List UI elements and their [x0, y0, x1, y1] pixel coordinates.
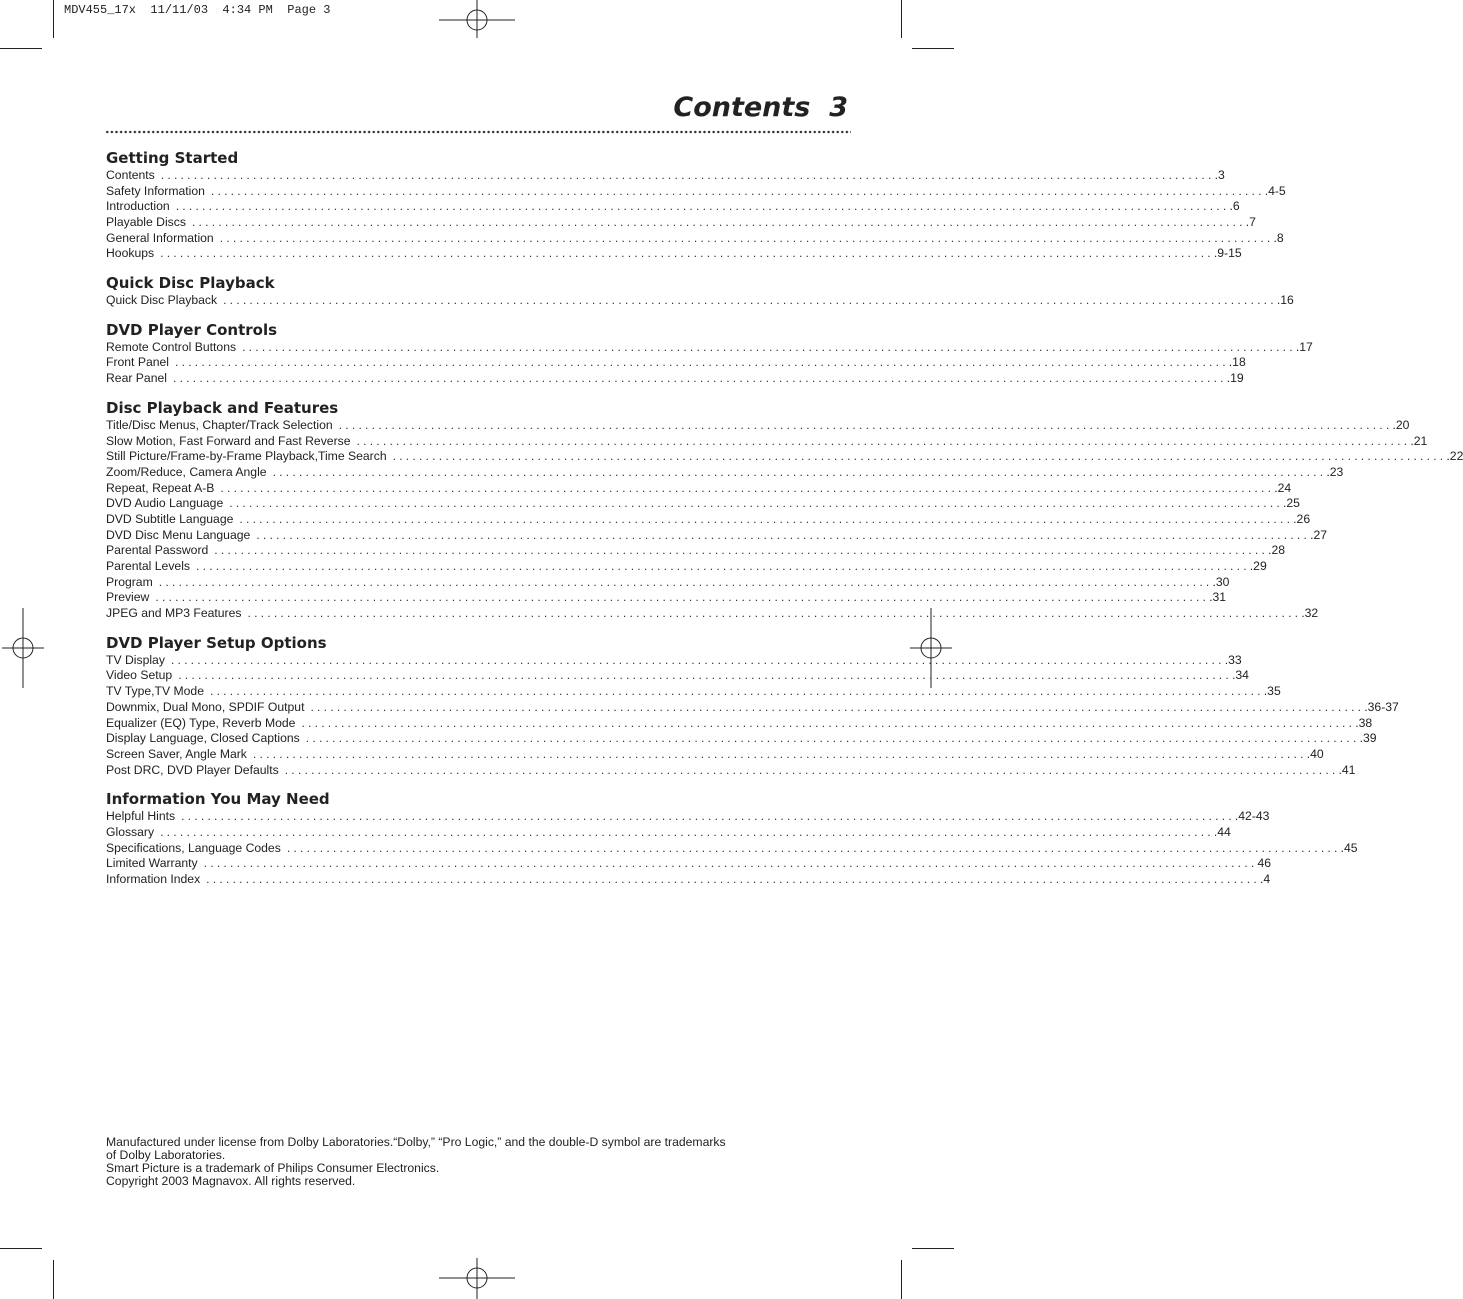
entry-title: Slow Motion, Fast Forward and Fast Reverse: [106, 433, 351, 448]
toc-entry: [106, 355, 1246, 372]
toc-entry: [106, 809, 1270, 825]
entry-title: Quick Disc Playback: [106, 293, 218, 308]
entry-page-number: .33: [1224, 652, 1242, 667]
page-title: Contents: [673, 92, 811, 123]
entry-title: Rear Panel: [106, 371, 167, 386]
toc-entry: [106, 652, 1242, 669]
entry-title: Preview: [106, 590, 150, 605]
section-title: Getting Started: [106, 149, 239, 167]
dot-leader: ................................................................................................................................................................: [178, 668, 1232, 683]
toc-entry: [106, 543, 1286, 559]
section-title: Information You May Need: [106, 790, 330, 809]
toc-entry: [106, 606, 1319, 622]
footer-line: Manufactured under license from Dolby Laboratories.“Dolby,” “Pro Logic,” and the double-D symbol are trademarks of Dolby Laboratories.: [106, 1135, 726, 1162]
dot-leader: ................................................................................................................................................................: [175, 355, 1229, 370]
entry-page-number: .22: [1446, 449, 1463, 464]
entry-page-number: .39: [1359, 731, 1377, 746]
entry-page-number: .9-15: [1213, 246, 1242, 261]
toc-entry: [106, 215, 1256, 231]
entry-title: Contents: [106, 167, 155, 182]
entry-page-number: .27: [1310, 527, 1328, 542]
toc-section: [106, 398, 1463, 622]
toc-entry: [106, 449, 1463, 465]
dot-leader: ................................................................................................................................................................: [214, 543, 1269, 558]
toc-entry: [106, 371, 1244, 387]
dot-leader: ................................................................................................................................................................: [203, 856, 1258, 871]
legal-footer: [106, 1136, 726, 1188]
toc-entry: [106, 183, 1286, 200]
dot-leader: ................................................................................................................................................................: [175, 199, 1230, 214]
footer-line: Copyright 2003 Magnavox. All rights reserved.: [106, 1174, 356, 1188]
dotted-rule: [105, 130, 851, 134]
dot-leader: ................................................................................................................................................................: [286, 840, 1341, 855]
dot-leader: ................................................................................................................................................................: [160, 246, 1214, 261]
entry-title: Video Setup: [106, 668, 173, 683]
crop-mark: [53, 1260, 54, 1299]
entry-title: Introduction: [106, 199, 170, 214]
entry-page-number: .4-5: [1264, 183, 1286, 198]
dot-leader: ................................................................................................................................................................: [272, 464, 1327, 479]
toc-entry: [106, 417, 1410, 434]
toc-entry: [106, 464, 1344, 481]
entry-page-number: .28: [1268, 543, 1286, 558]
footer-line: Smart Picture is a trademark of Philips Consumer Electronics.: [106, 1161, 440, 1175]
crop-mark: [912, 1248, 954, 1249]
dot-leader: ................................................................................................................................................................: [155, 590, 1210, 605]
dot-leader: ................................................................................................................................................................: [392, 449, 1447, 464]
toc-entry: [106, 715, 1373, 732]
toc-entry: [106, 433, 1428, 450]
entry-page-number: .25: [1283, 496, 1300, 511]
entry-page-number: 46: [1257, 856, 1271, 871]
crop-mark: [53, 0, 54, 38]
entry-title: TV Type,TV Mode: [106, 684, 204, 699]
entry-title: Post DRC, DVD Player Defaults: [106, 762, 279, 777]
entry-title: Repeat, Repeat A-B: [106, 480, 215, 495]
toc-entry: [106, 574, 1230, 591]
toc-section: [106, 149, 1286, 262]
entry-page-number: .42-43: [1234, 809, 1270, 824]
toc-entry: [106, 559, 1267, 575]
entry-title: Hookups: [106, 246, 155, 261]
entry-page-number: .44: [1213, 824, 1231, 839]
entry-page-number: .19: [1226, 371, 1244, 386]
entry-page-number: .7: [1245, 215, 1256, 230]
dot-leader: ................................................................................................................................................................: [160, 824, 1214, 839]
toc-entry: [106, 246, 1242, 262]
entry-title: Parental Levels: [106, 559, 191, 574]
dot-leader: ................................................................................................................................................................: [356, 433, 1411, 448]
entry-title: Information Index: [106, 872, 201, 887]
entry-page-number: .23: [1326, 464, 1344, 479]
entry-title: Screen Saver, Angle Mark: [106, 746, 247, 761]
registration-mark: [2, 608, 44, 688]
entry-title: TV Display: [106, 652, 165, 667]
section-title: DVD Player Controls: [106, 320, 278, 339]
registration-mark: [437, 0, 517, 40]
crop-mark: [0, 1248, 42, 1249]
dot-leader: ................................................................................................................................................................: [252, 746, 1307, 761]
entry-title: DVD Disc Menu Language: [106, 527, 251, 542]
toc-entry: [106, 496, 1300, 512]
table-of-contents: [106, 149, 1463, 900]
dot-leader: ................................................................................................................................................................: [284, 762, 1339, 777]
dot-leader: ................................................................................................................................................................: [242, 339, 1296, 354]
entry-title: Display Language, Closed Captions: [106, 731, 300, 746]
entry-page-number: .17: [1295, 339, 1313, 354]
entry-page-number: .45: [1340, 840, 1358, 855]
entry-page-number: .20: [1392, 417, 1410, 432]
entry-title: JPEG and MP3 Features: [106, 606, 242, 621]
entry-title: Limited Warranty: [106, 856, 198, 871]
toc-entry: [106, 293, 1294, 309]
toc-entry: [106, 668, 1249, 685]
entry-title: Remote Control Buttons: [106, 339, 237, 354]
dot-leader: ................................................................................................................................................................: [220, 480, 1275, 495]
toc-entry: [106, 746, 1324, 763]
entry-page-number: .3: [1214, 167, 1225, 182]
dot-leader: ................................................................................................................................................................: [247, 606, 1302, 621]
section-title: DVD Player Setup Options: [106, 633, 327, 652]
entry-title: Playable Discs: [106, 215, 186, 230]
toc-entry: [106, 590, 1227, 606]
dot-leader: ................................................................................................................................................................: [181, 809, 1235, 824]
entry-title: Specifications, Language Codes: [106, 840, 281, 855]
toc-entry: [106, 230, 1284, 247]
entry-title: DVD Subtitle Language: [106, 511, 234, 526]
entry-title: Front Panel: [106, 355, 170, 370]
entry-page-number: .29: [1249, 559, 1267, 574]
entry-title: Parental Password: [106, 543, 209, 558]
entry-page-number: .38: [1355, 715, 1373, 730]
toc-entry: [106, 699, 1399, 716]
entry-page-number: .21: [1410, 433, 1428, 448]
entry-page-number: .36-37: [1364, 699, 1399, 714]
dot-leader: ................................................................................................................................................................: [172, 371, 1227, 386]
entry-page-number: .35: [1263, 684, 1281, 699]
entry-page-number: .18: [1228, 355, 1246, 370]
dot-leader: ................................................................................................................................................................: [170, 652, 1225, 667]
toc-entry: [106, 527, 1328, 544]
entry-page-number: .4: [1259, 872, 1271, 887]
dot-leader: ................................................................................................................................................................: [223, 293, 1277, 308]
toc-entry: [106, 684, 1281, 700]
entry-title: Zoom/Reduce, Camera Angle: [106, 464, 267, 479]
toc-entry: [106, 872, 1271, 888]
entry-page-number: .32: [1301, 606, 1319, 621]
toc-entry: [106, 840, 1358, 857]
entry-page-number: .24: [1274, 480, 1292, 495]
dot-leader: ................................................................................................................................................................: [196, 559, 1250, 574]
crop-mark: [0, 48, 42, 49]
entry-title: General Information: [106, 230, 214, 245]
dot-leader: ................................................................................................................................................................: [305, 731, 1360, 746]
page-heading: [673, 92, 848, 123]
dot-leader: ................................................................................................................................................................: [210, 684, 1264, 699]
crop-mark: [912, 48, 954, 49]
entry-title: Title/Disc Menus, Chapter/Track Selection: [106, 417, 333, 432]
registration-mark: [437, 1258, 517, 1299]
entry-title: DVD Audio Language: [106, 496, 224, 511]
entry-page-number: .34: [1231, 668, 1249, 683]
dot-leader: ................................................................................................................................................................: [160, 167, 1215, 182]
entry-page-number: .40: [1306, 746, 1324, 761]
dot-leader: ................................................................................................................................................................: [206, 872, 1260, 887]
entry-title: Helpful Hints: [106, 809, 176, 824]
entry-title: Program: [106, 574, 153, 589]
entry-title: Downmix, Dual Mono, SPDIF Output: [106, 699, 305, 714]
toc-entry: [106, 856, 1271, 872]
toc-section: [106, 790, 1358, 887]
entry-title: Glossary: [106, 824, 155, 839]
entry-title: Still Picture/Frame-by-Frame Playback,Time Search: [106, 449, 387, 464]
dot-leader: ................................................................................................................................................................: [219, 230, 1274, 245]
print-slug: MDV455_17x 11/11/03 4:34 PM Page 3: [64, 3, 331, 17]
entry-page-number: .41: [1338, 762, 1356, 777]
dot-leader: ................................................................................................................................................................: [229, 496, 1284, 511]
section-title: Disc Playback and Features: [106, 398, 339, 417]
dot-leader: ................................................................................................................................................................: [256, 527, 1311, 542]
entry-page-number: .26: [1293, 511, 1311, 526]
dot-leader: ................................................................................................................................................................: [191, 215, 1246, 230]
entry-page-number: .31: [1209, 590, 1227, 605]
toc-entry: [106, 339, 1313, 356]
toc-section: [106, 633, 1399, 779]
crop-mark: [901, 0, 902, 38]
dot-leader: ................................................................................................................................................................: [338, 417, 1393, 432]
toc-entry: [106, 167, 1225, 184]
toc-entry: [106, 731, 1377, 747]
toc-section: [106, 320, 1313, 387]
dot-leader: ................................................................................................................................................................: [158, 574, 1213, 589]
entry-title: Safety Information: [106, 183, 205, 198]
toc-entry: [106, 824, 1231, 841]
entry-page-number: .8: [1273, 230, 1284, 245]
entry-title: Equalizer (EQ) Type, Reverb Mode: [106, 715, 296, 730]
dot-leader: ................................................................................................................................................................: [310, 699, 1365, 714]
toc-entry: [106, 480, 1292, 497]
toc-section: [106, 274, 1294, 309]
dot-leader: ................................................................................................................................................................: [239, 511, 1294, 526]
toc-entry: [106, 511, 1311, 528]
toc-entry: [106, 199, 1240, 215]
entry-page-number: .30: [1212, 574, 1230, 589]
section-title: Quick Disc Playback: [106, 274, 275, 293]
toc-entry: [106, 762, 1356, 779]
crop-mark: [901, 1260, 902, 1299]
dot-leader: ................................................................................................................................................................: [301, 715, 1356, 730]
page-number: 3: [829, 92, 848, 123]
dot-leader: ................................................................................................................................................................: [210, 183, 1265, 198]
entry-page-number: .16: [1276, 293, 1294, 308]
entry-page-number: .6: [1229, 199, 1240, 214]
